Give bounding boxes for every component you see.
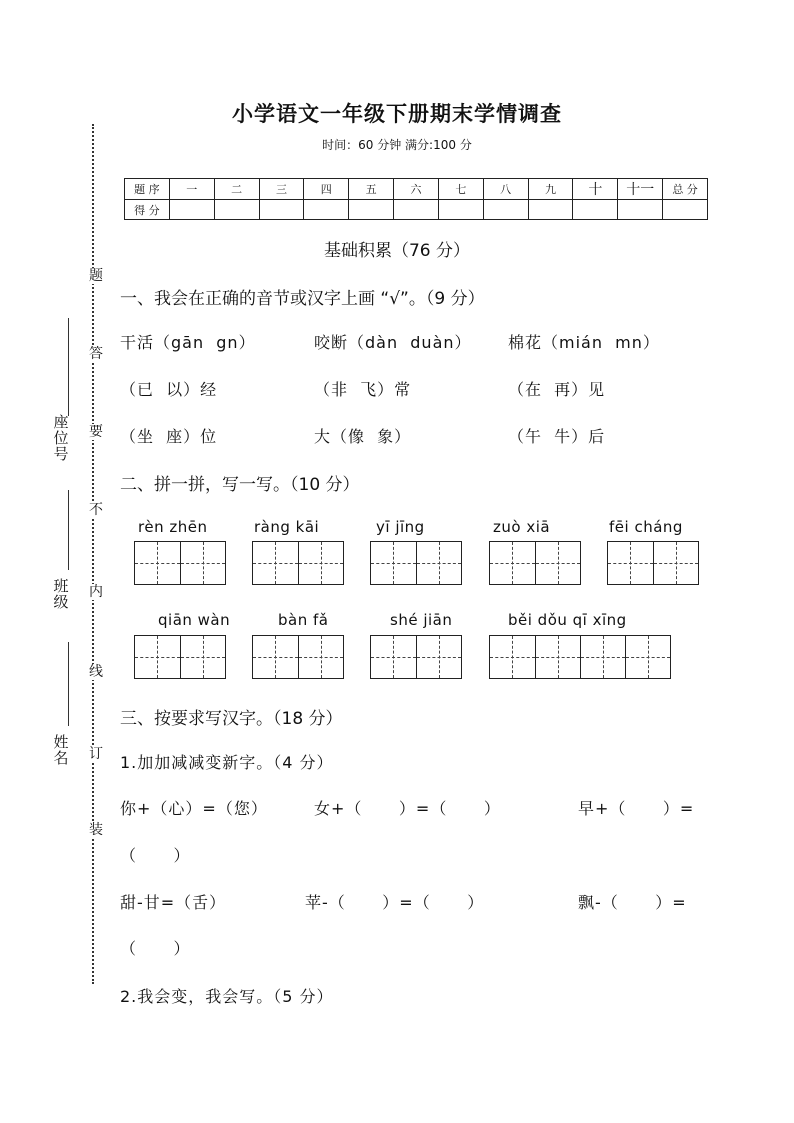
exam-info: 时间：60 分钟 满分:100 分 [322, 138, 472, 152]
writing-grid[interactable] [370, 635, 462, 679]
binding-char: 要 [89, 424, 103, 440]
binding-char: 题 [89, 268, 103, 284]
q1-item[interactable]: （已 以）经 [120, 380, 218, 399]
q1-item[interactable]: 干活（gān gn） [120, 333, 256, 352]
binding-char: 订 [89, 746, 103, 762]
pinyin-label: bàn fǎ [278, 611, 329, 629]
table-cell: 五 [349, 179, 394, 200]
table-cell: 六 [394, 179, 439, 200]
table-cell: 十一 [618, 179, 663, 200]
pinyin-label: běi dǒu qī xīng [508, 611, 627, 629]
score-cell[interactable] [528, 200, 573, 220]
binding-char: 线 [89, 664, 103, 680]
score-cell[interactable] [438, 200, 483, 220]
writing-grid[interactable] [489, 541, 581, 585]
q3-subquestion-2: 2.我会变，我会写。（5 分） [120, 987, 334, 1006]
name-line[interactable] [68, 642, 69, 726]
table-cell: 九 [528, 179, 573, 200]
table-cell: 一 [169, 179, 214, 200]
binding-char: 装 [89, 822, 103, 838]
table-cell: 八 [483, 179, 528, 200]
writing-grid[interactable] [252, 635, 344, 679]
q1-item[interactable]: 咬断（dàn duàn） [314, 333, 472, 352]
score-cell[interactable] [618, 200, 663, 220]
q1-item[interactable]: （午 牛）后 [508, 427, 606, 446]
score-cell[interactable] [483, 200, 528, 220]
score-cell[interactable] [304, 200, 349, 220]
table-cell: 二 [214, 179, 259, 200]
q1-item[interactable]: （非 飞）常 [314, 380, 412, 399]
binding-char: 内 [89, 584, 103, 600]
q1-item[interactable]: 棉花（mián mn） [508, 333, 660, 352]
writing-grid[interactable] [607, 541, 699, 585]
class-label: 班级 [53, 577, 69, 611]
writing-grid[interactable] [370, 541, 462, 585]
question-2-heading: 二、拼一拼，写一写。（10 分） [120, 475, 360, 495]
q3-answer-item[interactable]: 早+（ ）= [578, 799, 695, 818]
score-cell[interactable] [169, 200, 214, 220]
section-title-basic: 基础积累（76 分） [323, 241, 471, 261]
table-cell: 题 序 [125, 179, 170, 200]
table-cell: 十 [573, 179, 618, 200]
q3-item: 甜-甘=（舌） [120, 893, 227, 912]
pinyin-label: ràng kāi [254, 518, 320, 536]
pinyin-label: yī jīng [376, 518, 425, 536]
question-1-heading: 一、我会在正确的音节或汉字上画 “√”。（9 分） [120, 289, 485, 309]
q1-item[interactable]: 大（像 象） [314, 427, 412, 446]
score-cell[interactable] [663, 200, 708, 220]
class-line[interactable] [68, 490, 69, 570]
binding-char: 答 [89, 346, 103, 362]
writing-grid[interactable] [489, 635, 671, 679]
writing-grid[interactable] [252, 541, 344, 585]
name-label: 姓名 [53, 733, 69, 767]
pinyin-label: qiān wàn [158, 611, 231, 629]
score-cell[interactable] [394, 200, 439, 220]
q1-item[interactable]: （坐 座）位 [120, 427, 218, 446]
pinyin-label: zuò xiā [493, 518, 551, 536]
q3-answer-item[interactable]: （ ） [120, 846, 191, 865]
table-row [125, 200, 708, 220]
page-title: 小学语文一年级下册期末学情调查 [232, 102, 562, 126]
binding-char: 不 [89, 502, 103, 518]
pinyin-label: fēi cháng [609, 518, 683, 536]
q3-item: 你+（心）=（您） [120, 799, 268, 818]
table-cell: 得 分 [125, 200, 170, 220]
score-cell[interactable] [349, 200, 394, 220]
writing-grid[interactable] [134, 635, 226, 679]
q3-answer-item[interactable]: 苹-（ ）=（ ） [305, 893, 485, 912]
score-cell[interactable] [214, 200, 259, 220]
table-cell: 七 [438, 179, 483, 200]
score-cell[interactable] [573, 200, 618, 220]
pinyin-label: shé jiān [390, 611, 453, 629]
q3-subquestion-1: 1.加加减减变新字。（4 分） [120, 753, 334, 772]
pinyin-label: rèn zhēn [138, 518, 208, 536]
table-row [125, 179, 708, 200]
score-cell[interactable] [259, 200, 304, 220]
writing-grid[interactable] [134, 541, 226, 585]
seat-number-line[interactable] [68, 318, 69, 416]
q3-answer-item[interactable]: 女+（ ）=（ ） [314, 799, 501, 818]
question-3-heading: 三、按要求写汉字。（18 分） [120, 709, 343, 729]
score-table [124, 178, 708, 220]
seat-number-label: 座位号 [53, 413, 69, 463]
q1-item[interactable]: （在 再）见 [508, 380, 606, 399]
q3-answer-item[interactable]: （ ） [120, 939, 191, 958]
table-cell: 四 [304, 179, 349, 200]
q3-answer-item[interactable]: 飘-（ ）= [578, 893, 687, 912]
table-cell: 总 分 [663, 179, 708, 200]
table-cell: 三 [259, 179, 304, 200]
